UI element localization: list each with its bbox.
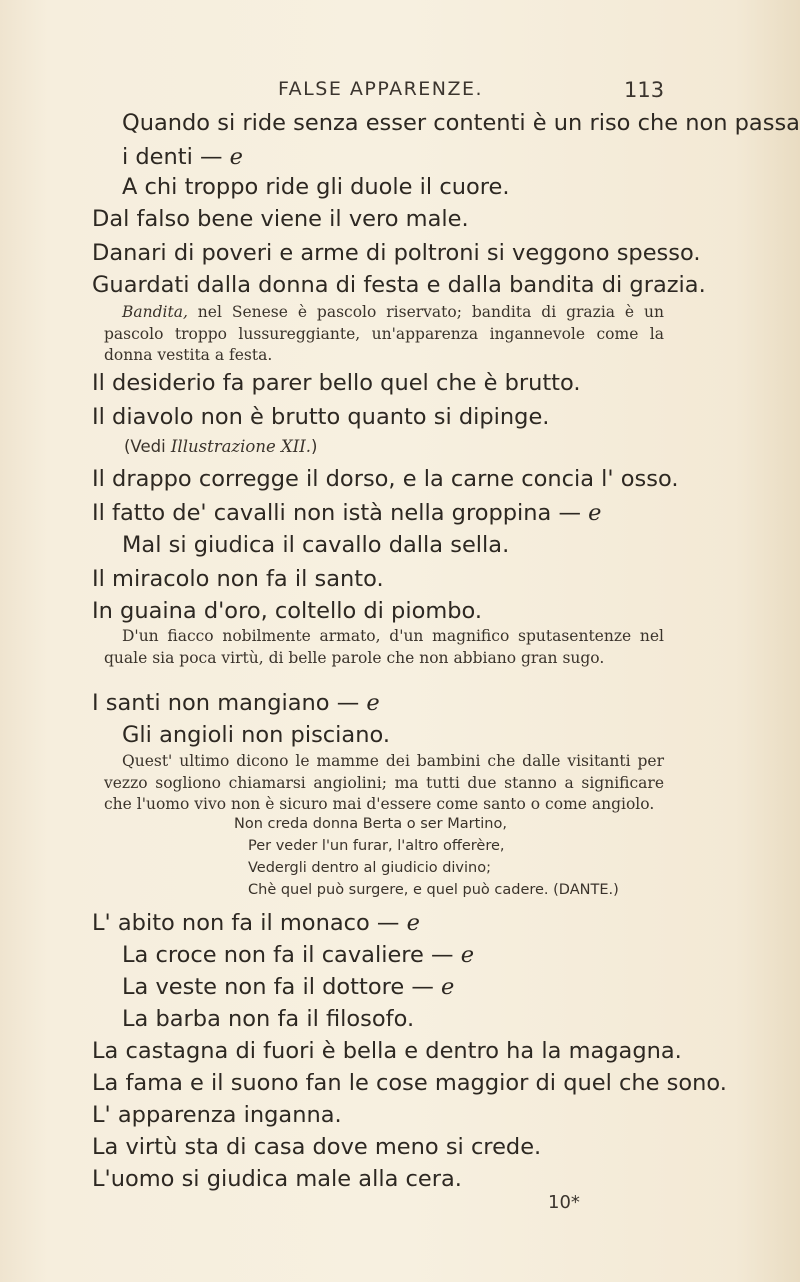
proverb-line: Dal falso bene viene il vero male. <box>92 206 469 232</box>
proverb-line: Danari di poveri e arme di poltroni si veggono spesso. <box>92 240 701 266</box>
proverb-line: Il fatto de' cavalli non istà nella groppina — e <box>92 500 602 526</box>
proverb-line: In guaina d'oro, coltello di piombo. <box>92 598 483 624</box>
proverb-line: Quando si ride senza esser contenti è un riso che non passa <box>122 110 800 136</box>
proverb-line: La veste non fa il dottore — e <box>122 974 455 1000</box>
proverb-line: Mal si giudica il cavallo dalla sella. <box>122 532 510 558</box>
proverb-line: I santi non mangiano — e <box>92 690 380 716</box>
proverb-line: La fama e il suono fan le cose maggior di quel che sono. <box>92 1070 727 1096</box>
proverb-line: A chi troppo ride gli duole il cuore. <box>122 174 510 200</box>
proverb-line: Guardati dalla donna di festa e dalla bandita di grazia. <box>92 272 706 298</box>
proverb-line: La virtù sta di casa dove meno si crede. <box>92 1134 542 1160</box>
page-header <box>0 76 800 110</box>
proverb-line: i denti — e <box>122 144 243 170</box>
illustration-reference: (Vedi Illustrazione XII.) <box>124 437 318 456</box>
verse-line: Per veder l'un furar, l'altro offerère, <box>248 838 505 854</box>
verse-line: Chè quel può surgere, e quel può cadere. (DANTE.) <box>248 882 619 898</box>
proverb-line: L' abito non fa il monaco — e <box>92 910 420 936</box>
proverb-line: Il desiderio fa parer bello quel che è brutto. <box>92 370 581 396</box>
verse-line: Vedergli dentro al giudicio divino; <box>248 860 491 876</box>
proverb-line: Gli angioli non pisciano. <box>122 722 390 748</box>
page-number: 113 <box>624 78 665 102</box>
proverb-line: La croce non fa il cavaliere — e <box>122 942 475 968</box>
proverb-line: L'uomo si giudica male alla cera. <box>92 1166 462 1192</box>
running-title: FALSE APPARENZE. <box>278 78 484 100</box>
proverb-line: La castagna di fuori è bella e dentro ha la magagna. <box>92 1038 682 1064</box>
proverb-line: La barba non fa il filosofo. <box>122 1006 415 1032</box>
verse-line: Non creda donna Berta o ser Martino, <box>234 816 507 832</box>
signature-mark: 10* <box>548 1192 580 1213</box>
footnote-santi: Quest' ultimo dicono le mamme dei bambini che dalle visitanti per vezzo sogliono chiamarsi angiolini; ma tutti due stanno a significare che l'uomo vivo non è sicuro mai d'essere come santo o come angiolo. <box>104 752 664 813</box>
proverb-line: Il miracolo non fa il santo. <box>92 566 384 592</box>
proverb-line: L' apparenza inganna. <box>92 1102 342 1128</box>
proverb-line: Il drappo corregge il dorso, e la carne concia l' osso. <box>92 466 679 492</box>
footnote-bandita: Bandita, nel Senese è pascolo riservato; bandita di grazia è un pascolo troppo lussureggiante, un'apparenza ingannevole come la donna vestita a festa. <box>104 303 664 364</box>
footnote-fiacco: D'un fiacco nobilmente armato, d'un magnifico sputasentenze nel quale sia poca virtù, di belle parole che non abbiano gran sugo. <box>104 627 664 667</box>
proverb-line: Il diavolo non è brutto quanto si dipinge. <box>92 404 550 430</box>
